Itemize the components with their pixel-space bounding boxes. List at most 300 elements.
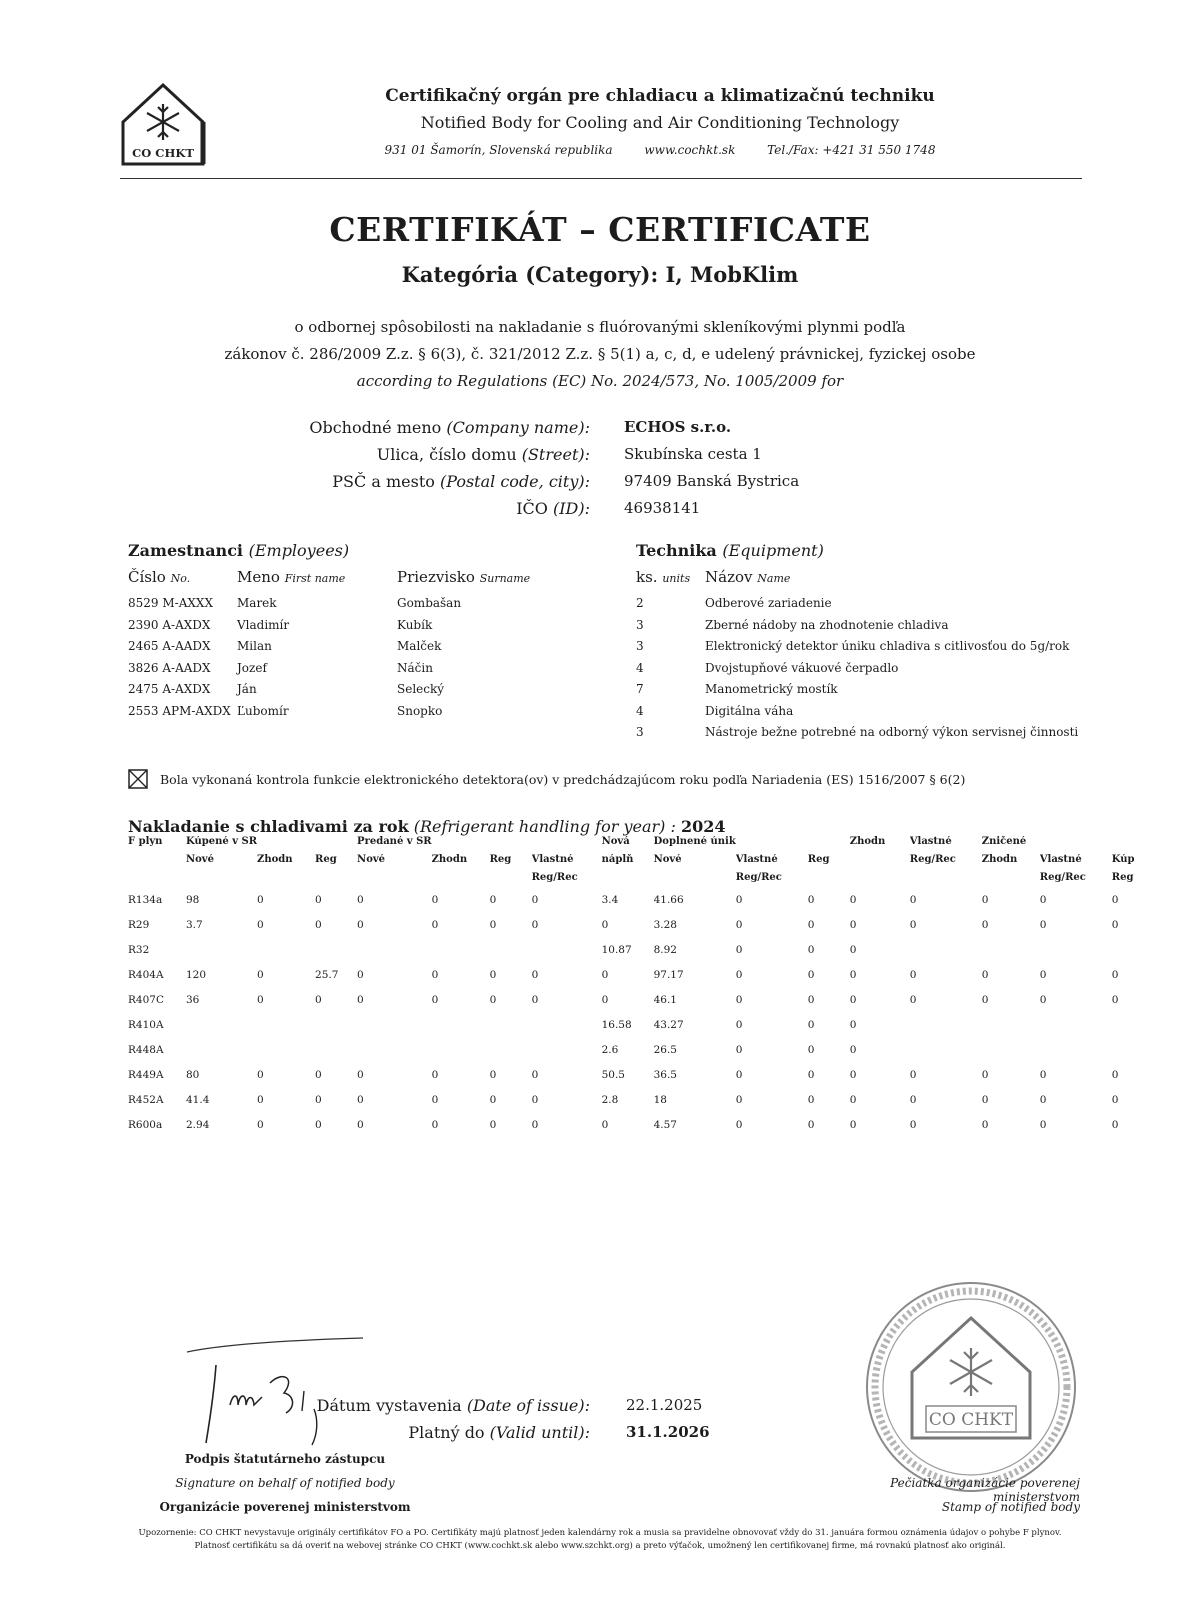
refrigerant-row-cell: 0 xyxy=(735,944,743,956)
refrigerant-row-cell: 0 xyxy=(807,1094,815,1106)
refrigerant-row-cell: 0 xyxy=(807,894,815,906)
org-contact xyxy=(230,143,1090,157)
stamp-text: CO CHKT xyxy=(928,1410,1014,1430)
valid-until-date: 31.1.2026 xyxy=(626,1423,710,1441)
refrigerant-header-row-cell: Zničené xyxy=(981,836,1027,847)
refrigerant-row-cell xyxy=(432,1015,490,1040)
employees-heading: Zamestnanci (Employees) xyxy=(128,541,350,560)
refrigerant-row-cell: 0 xyxy=(315,994,322,1006)
refrigerant-row-cell xyxy=(186,1015,257,1040)
stamp-caption-en: Stamp of notified body xyxy=(941,1500,1080,1514)
refrigerant-header-row-cell: Reg/Rec xyxy=(909,854,956,865)
refrigerant-header-row-cell xyxy=(850,872,910,890)
refrigerant-row-cell: 0 xyxy=(735,1069,743,1081)
refrigerant-row-cell: 0 xyxy=(1039,1094,1047,1106)
refrigerant-row-cell xyxy=(910,1040,982,1065)
refrigerant-header-row-cell xyxy=(490,872,532,890)
refrigerant-row-cell: 16.58 xyxy=(601,1019,632,1031)
equipment-name: Nástroje bežne potrebné na odborný výkon servisnej činnosti xyxy=(705,725,1079,739)
employee-no: 2390 A-AXDX xyxy=(128,617,211,632)
refrigerant-row xyxy=(128,915,1142,940)
refrigerant-row xyxy=(128,1115,1142,1140)
refrigerant-row-cell: 0 xyxy=(1111,1119,1119,1131)
refrigerant-row-cell xyxy=(186,1040,257,1065)
refrigerant-row-cell: 0 xyxy=(315,1119,322,1131)
refrigerant-row-cell: 0 xyxy=(1111,1069,1119,1081)
employees-col-no: Číslo No. xyxy=(128,568,191,586)
refrigerant-row-cell: 41.4 xyxy=(186,1094,210,1106)
refrigerant-row-cell: R452A xyxy=(128,1094,164,1106)
refrigerant-header-row-cell xyxy=(315,872,357,890)
refrigerant-row-cell xyxy=(982,1040,1040,1065)
refrigerant-row-cell: 0 xyxy=(807,1119,815,1131)
refrigerant-row-cell: 0 xyxy=(849,1044,857,1056)
detector-check-text: Bola vykonaná kontrola funkcie elektronického detektora(ov) v predchádzajúcom roku podľa Nariadenia (ES) 1516/2007 § 6(2) xyxy=(160,772,966,787)
refrigerant-header-row-cell xyxy=(532,836,602,854)
refrigerant-row-cell: 0 xyxy=(431,919,439,931)
refrigerant-row-cell: 0 xyxy=(357,969,364,981)
refrigerant-row-cell: 0 xyxy=(601,994,609,1006)
valid-until-label: Platný do (Valid until): xyxy=(408,1423,590,1442)
refrigerant-row-cell: 0 xyxy=(981,894,989,906)
refrigerant-row-cell: 0 xyxy=(489,1069,497,1081)
refrigerant-row-cell xyxy=(532,940,602,965)
equipment-col-units: ks. units xyxy=(636,568,691,586)
refrigerant-header-row-cell: Vlastné xyxy=(909,836,952,847)
equipment-col-name: Názov Name xyxy=(705,568,791,586)
company-id: 46938141 xyxy=(624,499,701,517)
refrigerant-row-cell: 0 xyxy=(1111,894,1119,906)
refrigerant-row-cell: 0 xyxy=(531,1094,539,1106)
refrigerant-row-cell: 0 xyxy=(531,1069,539,1081)
refrigerant-row-cell: 0 xyxy=(531,994,539,1006)
equipment-units: 4 xyxy=(636,703,644,718)
employees-col-last: Priezvisko Surname xyxy=(397,568,531,586)
refrigerant-row-cell: 0 xyxy=(909,919,917,931)
refrigerant-header-row-cell: Reg/Rec xyxy=(1039,872,1086,883)
refrigerant-row-cell: 0 xyxy=(909,969,917,981)
refrigerant-row-cell xyxy=(490,1040,532,1065)
refrigerant-row-cell xyxy=(357,1040,432,1065)
employees-col-first: Meno First name xyxy=(237,568,346,586)
equipment-name: Elektronický detektor úniku chladiva s citlivosťou do 5g/rok xyxy=(705,639,1070,653)
equipment-units: 3 xyxy=(636,617,644,632)
refrigerant-row-cell: 0 xyxy=(531,969,539,981)
employee-last: Snopko xyxy=(397,703,443,718)
employee-no: 3826 A-AADX xyxy=(128,660,211,675)
refrigerant-row-cell: 98 xyxy=(186,894,200,906)
refrigerant-title: Nakladanie s chladivami za rok (Refrigerant handling for year) : 2024 xyxy=(128,817,726,836)
intro-line-3: according to Regulations (EC) No. 2024/573, No. 1005/2009 for xyxy=(356,372,844,390)
refrigerant-row-cell: 0 xyxy=(849,1069,857,1081)
signature-caption-en: Signature on behalf of notified body xyxy=(175,1476,395,1490)
equipment-units: 7 xyxy=(636,682,644,696)
issue-date-label: Dátum vystavenia (Date of issue): xyxy=(316,1396,590,1415)
refrigerant-header-row-cell xyxy=(602,872,654,890)
refrigerant-row-cell: 3.28 xyxy=(653,919,677,931)
refrigerant-row-cell: 0 xyxy=(431,969,439,981)
refrigerant-row-cell: 0 xyxy=(849,894,857,906)
refrigerant-row-cell xyxy=(490,940,532,965)
refrigerant-header-row-cell: Zhodn xyxy=(849,836,886,847)
refrigerant-row-cell: 0 xyxy=(981,1119,989,1131)
refrigerant-row-cell: 0 xyxy=(807,1044,815,1056)
refrigerant-header-row-cell: Nové xyxy=(357,854,386,865)
refrigerant-row-cell: 80 xyxy=(186,1069,200,1081)
refrigerant-row-cell: 0 xyxy=(807,994,815,1006)
refrigerant-row-cell: 0 xyxy=(1039,994,1047,1006)
refrigerant-row-cell: 2.8 xyxy=(601,1094,619,1106)
refrigerant-row-cell xyxy=(432,1040,490,1065)
refrigerant-row-cell: 0 xyxy=(981,994,989,1006)
refrigerant-row-cell: R448A xyxy=(128,1044,164,1056)
refrigerant-row-cell: 0 xyxy=(315,1069,322,1081)
refrigerant-row-cell: 4.57 xyxy=(653,1119,677,1131)
equipment-name: Manometrický mostík xyxy=(705,682,838,696)
signature-caption-sk: Podpis štatutárneho zástupcu xyxy=(184,1452,386,1466)
refrigerant-row-cell: 3.7 xyxy=(186,919,203,931)
refrigerant-row-cell: 0 xyxy=(257,1069,264,1081)
refrigerant-table xyxy=(128,836,1142,1140)
refrigerant-row-cell: 2.94 xyxy=(186,1119,210,1131)
refrigerant-row-cell: 0 xyxy=(807,1019,815,1031)
refrigerant-row-cell: 0 xyxy=(431,994,439,1006)
equipment-heading: Technika (Equipment) xyxy=(636,541,824,560)
snowflake-icon xyxy=(147,104,179,140)
refrigerant-row-cell: 0 xyxy=(909,1069,917,1081)
refrigerant-row-cell xyxy=(257,1015,315,1040)
company-city-label: PSČ a mesto (Postal code, city): xyxy=(332,472,590,491)
refrigerant-row-cell: 8.92 xyxy=(653,944,677,956)
refrigerant-header-row-cell: Zhodn xyxy=(431,854,468,865)
refrigerant-header-row-cell: Kúpené v SR xyxy=(186,836,258,847)
refrigerant-row-cell: 0 xyxy=(1111,969,1119,981)
refrigerant-row-cell: R404A xyxy=(128,969,164,981)
refrigerant-row-cell: 0 xyxy=(1039,894,1047,906)
refrigerant-header-row-cell: Doplnené únik xyxy=(653,836,736,847)
refrigerant-row-cell: 0 xyxy=(981,1094,989,1106)
refrigerant-row-cell: 0 xyxy=(735,969,743,981)
intro-line-1: o odbornej spôsobilosti na nakladanie s fluórovanými skleníkovými plynmi podľa xyxy=(294,318,906,336)
cochkt-logo xyxy=(120,82,206,168)
company-name: ECHOS s.r.o. xyxy=(624,418,732,436)
refrigerant-row-cell xyxy=(257,940,315,965)
employee-no: 8529 M-AXXX xyxy=(128,596,213,610)
equipment-units: 3 xyxy=(636,725,644,739)
refrigerant-header-row-cell: Reg xyxy=(315,854,337,865)
refrigerant-header-row-cell xyxy=(850,854,910,872)
refrigerant-row-cell xyxy=(532,1040,602,1065)
refrigerant-row-cell: 0 xyxy=(357,919,364,931)
equipment-units: 3 xyxy=(636,639,644,653)
refrigerant-row-cell: 0 xyxy=(849,1094,857,1106)
refrigerant-row-cell: R449A xyxy=(128,1069,164,1081)
snowflake-icon xyxy=(950,1348,992,1396)
refrigerant-row-cell: 0 xyxy=(1039,1119,1047,1131)
refrigerant-row-cell: 0 xyxy=(1039,919,1047,931)
refrigerant-row xyxy=(128,940,1142,965)
refrigerant-row-cell: R407C xyxy=(128,994,164,1006)
refrigerant-row-cell: 0 xyxy=(489,894,497,906)
refrigerant-row-cell: 0 xyxy=(431,1094,439,1106)
refrigerant-row-cell: 0 xyxy=(1039,1069,1047,1081)
refrigerant-header-row-cell xyxy=(432,836,490,854)
refrigerant-row-cell: R410A xyxy=(128,1019,164,1031)
refrigerant-header-row xyxy=(128,836,1142,854)
refrigerant-row xyxy=(128,965,1142,990)
refrigerant-row-cell xyxy=(1112,1015,1142,1040)
refrigerant-row-cell xyxy=(910,1015,982,1040)
refrigerant-header-row-cell xyxy=(654,872,736,890)
refrigerant-header-row-cell xyxy=(808,836,850,854)
refrigerant-header-row-cell: náplň xyxy=(601,854,634,865)
refrigerant-header-row-cell: Nová xyxy=(601,836,630,847)
refrigerant-row-cell: 2.6 xyxy=(601,1044,619,1056)
equipment-name: Zberné nádoby na zhodnotenie chladiva xyxy=(705,617,949,632)
refrigerant-row-cell xyxy=(982,1015,1040,1040)
refrigerant-header-row-cell: Kúp xyxy=(1111,854,1135,865)
refrigerant-row-cell: 0 xyxy=(849,944,857,956)
refrigerant-row-cell: R600a xyxy=(128,1119,163,1131)
refrigerant-row-cell xyxy=(357,940,432,965)
org-phone: Tel./Fax: +421 31 550 1748 xyxy=(767,143,936,157)
refrigerant-row-cell: 0 xyxy=(981,969,989,981)
refrigerant-row-cell: 0 xyxy=(257,969,264,981)
refrigerant-row-cell: 0 xyxy=(735,1119,743,1131)
refrigerant-header-row xyxy=(128,854,1142,872)
refrigerant-row-cell: 0 xyxy=(807,969,815,981)
refrigerant-row-cell: 0 xyxy=(807,944,815,956)
refrigerant-row-cell: 0 xyxy=(531,919,539,931)
refrigerant-row-cell xyxy=(315,940,357,965)
refrigerant-row-cell: 0 xyxy=(909,894,917,906)
company-id-label: IČO (ID): xyxy=(516,499,590,518)
refrigerant-row-cell: 0 xyxy=(981,1069,989,1081)
refrigerant-header-row-cell: Reg xyxy=(807,854,830,865)
employee-last: Kubík xyxy=(397,617,433,632)
refrigerant-row-cell: R29 xyxy=(128,919,150,931)
refrigerant-row-cell: 0 xyxy=(257,919,264,931)
refrigerant-header-row-cell xyxy=(982,872,1040,890)
intro-line-2: zákonov č. 286/2009 Z.z. § 6(3), č. 321/2012 Z.z. § 5(1) a, c, d, e udelený právnickej, fyzickej osobe xyxy=(224,345,976,363)
refrigerant-row-cell: 0 xyxy=(601,1119,609,1131)
refrigerant-row-cell xyxy=(1040,940,1112,965)
refrigerant-row-cell: 43.27 xyxy=(653,1019,684,1031)
employee-last: Selecký xyxy=(397,682,445,696)
refrigerant-row-cell: 0 xyxy=(1111,1094,1119,1106)
equipment-name: Dvojstupňové vákuové čerpadlo xyxy=(705,660,899,675)
refrigerant-header-row-cell xyxy=(357,872,432,890)
refrigerant-row-cell: R32 xyxy=(128,944,150,956)
refrigerant-row-cell xyxy=(982,940,1040,965)
refrigerant-row-cell: 0 xyxy=(909,1119,917,1131)
refrigerant-row-cell xyxy=(1040,1040,1112,1065)
refrigerant-row-cell: 18 xyxy=(653,1094,667,1106)
refrigerant-row-cell: 0 xyxy=(257,994,264,1006)
refrigerant-row-cell: 0 xyxy=(601,919,609,931)
employee-last: Gombašan xyxy=(397,596,462,610)
refrigerant-row-cell: 0 xyxy=(431,1069,439,1081)
refrigerant-header-row-cell xyxy=(128,854,186,872)
refrigerant-row-cell: 0 xyxy=(735,1019,743,1031)
refrigerant-header-row-cell xyxy=(1040,836,1112,854)
refrigerant-row-cell xyxy=(315,1015,357,1040)
refrigerant-header-row-cell xyxy=(736,836,808,854)
signature-caption-org: Organizácie poverenej ministerstvom xyxy=(159,1500,411,1514)
refrigerant-row-cell: 0 xyxy=(1111,994,1119,1006)
refrigerant-row-cell: 10.87 xyxy=(601,944,632,956)
refrigerant-header-row-cell: Zhodn xyxy=(257,854,293,865)
refrigerant-row-cell: 0 xyxy=(357,1119,364,1131)
refrigerant-header-row-cell xyxy=(808,872,850,890)
refrigerant-header-row-cell: Reg/Rec xyxy=(735,872,782,883)
refrigerant-header-row-cell xyxy=(257,836,315,854)
refrigerant-row-cell: 0 xyxy=(257,1094,264,1106)
refrigerant-row-cell xyxy=(315,1040,357,1065)
refrigerant-header-row-cell: Nové xyxy=(653,854,682,865)
org-web: www.cochkt.sk xyxy=(644,143,736,157)
refrigerant-header-row-cell: Zhodn xyxy=(981,854,1018,865)
equipment-units: 2 xyxy=(636,596,644,610)
certificate-category: Kategória (Category): I, MobKlim xyxy=(401,262,799,287)
refrigerant-header-row-cell xyxy=(128,872,186,890)
refrigerant-row-cell: 0 xyxy=(257,894,264,906)
employee-first: Ján xyxy=(237,682,257,696)
refrigerant-row-cell: 41.66 xyxy=(653,894,684,906)
company-street-label: Ulica, číslo domu (Street): xyxy=(376,445,590,464)
refrigerant-header-row-cell: Vlastné xyxy=(1039,854,1082,865)
refrigerant-row xyxy=(128,1015,1142,1040)
refrigerant-row xyxy=(128,1065,1142,1090)
refrigerant-header-row-cell xyxy=(257,872,315,890)
refrigerant-row-cell: 0 xyxy=(909,994,917,1006)
employee-last: Malček xyxy=(397,639,442,653)
refrigerant-row-cell: 97.17 xyxy=(653,969,684,981)
refrigerant-row-cell: 0 xyxy=(357,1069,364,1081)
refrigerant-row xyxy=(128,990,1142,1015)
refrigerant-header-row-cell: Nové xyxy=(186,854,214,865)
employee-last: Náčin xyxy=(397,660,433,675)
refrigerant-row-cell: 0 xyxy=(735,919,743,931)
refrigerant-row-cell: 0 xyxy=(735,894,743,906)
equipment-name: Odberové zariadenie xyxy=(705,596,832,610)
company-street: Skubínska cesta 1 xyxy=(624,445,762,463)
refrigerant-header-row-cell: Vlastné xyxy=(735,854,778,865)
official-stamp xyxy=(862,1278,1080,1496)
equipment-units: 4 xyxy=(636,660,644,675)
refrigerant-row-cell xyxy=(186,940,257,965)
refrigerant-header-row-cell xyxy=(490,836,532,854)
refrigerant-row-cell: 3.4 xyxy=(601,894,619,906)
refrigerant-row-cell xyxy=(1112,1040,1142,1065)
refrigerant-row-cell: 0 xyxy=(489,969,497,981)
refrigerant-row-cell: 0 xyxy=(489,994,497,1006)
refrigerant-header-row-cell: Reg/Rec xyxy=(531,872,578,883)
refrigerant-row-cell: 0 xyxy=(849,1119,857,1131)
refrigerant-row-cell xyxy=(357,1015,432,1040)
refrigerant-row-cell: 26.5 xyxy=(653,1044,677,1056)
refrigerant-row-cell: 0 xyxy=(849,994,857,1006)
refrigerant-row-cell: 0 xyxy=(315,1094,322,1106)
refrigerant-row-cell: 0 xyxy=(981,919,989,931)
refrigerant-row-cell: 0 xyxy=(807,919,815,931)
refrigerant-row-cell xyxy=(432,940,490,965)
refrigerant-header-row xyxy=(128,872,1142,890)
refrigerant-row-cell: 0 xyxy=(807,1069,815,1081)
org-name-en: Notified Body for Cooling and Air Conditioning Technology xyxy=(420,113,900,132)
certificate-title: CERTIFIKÁT – CERTIFICATE xyxy=(329,210,871,249)
issue-date: 22.1.2025 xyxy=(626,1396,703,1414)
refrigerant-row-cell: 0 xyxy=(531,894,539,906)
refrigerant-row xyxy=(128,890,1142,915)
detector-check-checkbox xyxy=(128,769,148,789)
refrigerant-header-row-cell: Predané v SR xyxy=(357,836,432,847)
employee-no: 2465 A-AADX xyxy=(128,639,211,653)
refrigerant-row-cell: 36 xyxy=(186,994,200,1006)
refrigerant-row-cell: 0 xyxy=(489,919,497,931)
refrigerant-row-cell: 25.7 xyxy=(315,969,339,981)
refrigerant-header-row-cell xyxy=(315,836,357,854)
refrigerant-row-cell: 0 xyxy=(315,919,322,931)
stamp-caption-sk: Pečiatka organizácie poverenej ministerstvom xyxy=(890,1476,1080,1504)
org-name-sk: Certifikačný orgán pre chladiacu a klimatizačnú techniku xyxy=(385,86,935,106)
refrigerant-row-cell: 0 xyxy=(849,969,857,981)
refrigerant-header-row-cell xyxy=(432,872,490,890)
refrigerant-row-cell: 0 xyxy=(601,969,609,981)
refrigerant-row-cell xyxy=(257,1040,315,1065)
refrigerant-row-cell: R134a xyxy=(128,894,163,906)
refrigerant-row-cell: 0 xyxy=(849,1019,857,1031)
refrigerant-row-cell: 0 xyxy=(735,994,743,1006)
employee-first: Ľubomír xyxy=(237,703,289,718)
company-name-label: Obchodné meno (Company name): xyxy=(309,418,590,437)
refrigerant-row-cell: 0 xyxy=(431,894,439,906)
footer-notice-1: Upozornenie: CO CHKT nevystavuje originály certifikátov FO a PO. Certifikáty majú platnosť jeden kalendárny rok a musia sa pravidelne obnovovať vždy do 31. januára formou oznámenia údajov o pohybe F plynov. xyxy=(138,1528,1062,1538)
employee-no: 2553 APM-AXDX xyxy=(128,703,231,718)
refrigerant-header-row-cell xyxy=(186,872,257,890)
refrigerant-row-cell: 0 xyxy=(1111,919,1119,931)
logo-text: CO CHKT xyxy=(132,146,194,160)
employee-first: Jozef xyxy=(237,660,267,675)
refrigerant-row-cell: 0 xyxy=(315,894,322,906)
refrigerant-row-cell: 0 xyxy=(357,894,364,906)
refrigerant-header-row-cell: F plyn xyxy=(128,836,163,847)
footer-notice-2: Platnosť certifikátu sa dá overiť na webovej stránke CO CHKT (www.cochkt.sk alebo www.szchkt.org) a preto výťačok, umožnený len certifikovanej firme, má rovnakú platnosť ako originál. xyxy=(194,1541,1006,1551)
refrigerant-row-cell: 0 xyxy=(735,1044,743,1056)
header-rule xyxy=(120,178,1082,179)
refrigerant-row-cell: 50.5 xyxy=(601,1069,625,1081)
org-address: 931 01 Šamorín, Slovenská republika xyxy=(384,143,613,157)
refrigerant-row-cell: 0 xyxy=(257,1119,264,1131)
employee-no: 2475 A-AXDX xyxy=(128,682,211,696)
refrigerant-row xyxy=(128,1090,1142,1115)
refrigerant-header-row-cell: Reg xyxy=(1111,872,1134,883)
refrigerant-row-cell xyxy=(910,940,982,965)
refrigerant-header-row-cell xyxy=(1112,836,1142,854)
refrigerant-row-cell: 36.5 xyxy=(653,1069,677,1081)
refrigerant-row-cell: 120 xyxy=(186,969,207,981)
equipment-name: Digitálna váha xyxy=(705,703,794,718)
refrigerant-row-cell: 0 xyxy=(357,994,364,1006)
refrigerant-row-cell: 0 xyxy=(531,1119,539,1131)
refrigerant-row-cell: 0 xyxy=(1039,969,1047,981)
company-city: 97409 Banská Bystrica xyxy=(624,472,800,490)
refrigerant-row-cell: 0 xyxy=(489,1119,497,1131)
refrigerant-row-cell: 0 xyxy=(849,919,857,931)
signature-line xyxy=(185,1330,365,1360)
refrigerant-row-cell: 0 xyxy=(909,1094,917,1106)
refrigerant-row-cell xyxy=(1040,1015,1112,1040)
